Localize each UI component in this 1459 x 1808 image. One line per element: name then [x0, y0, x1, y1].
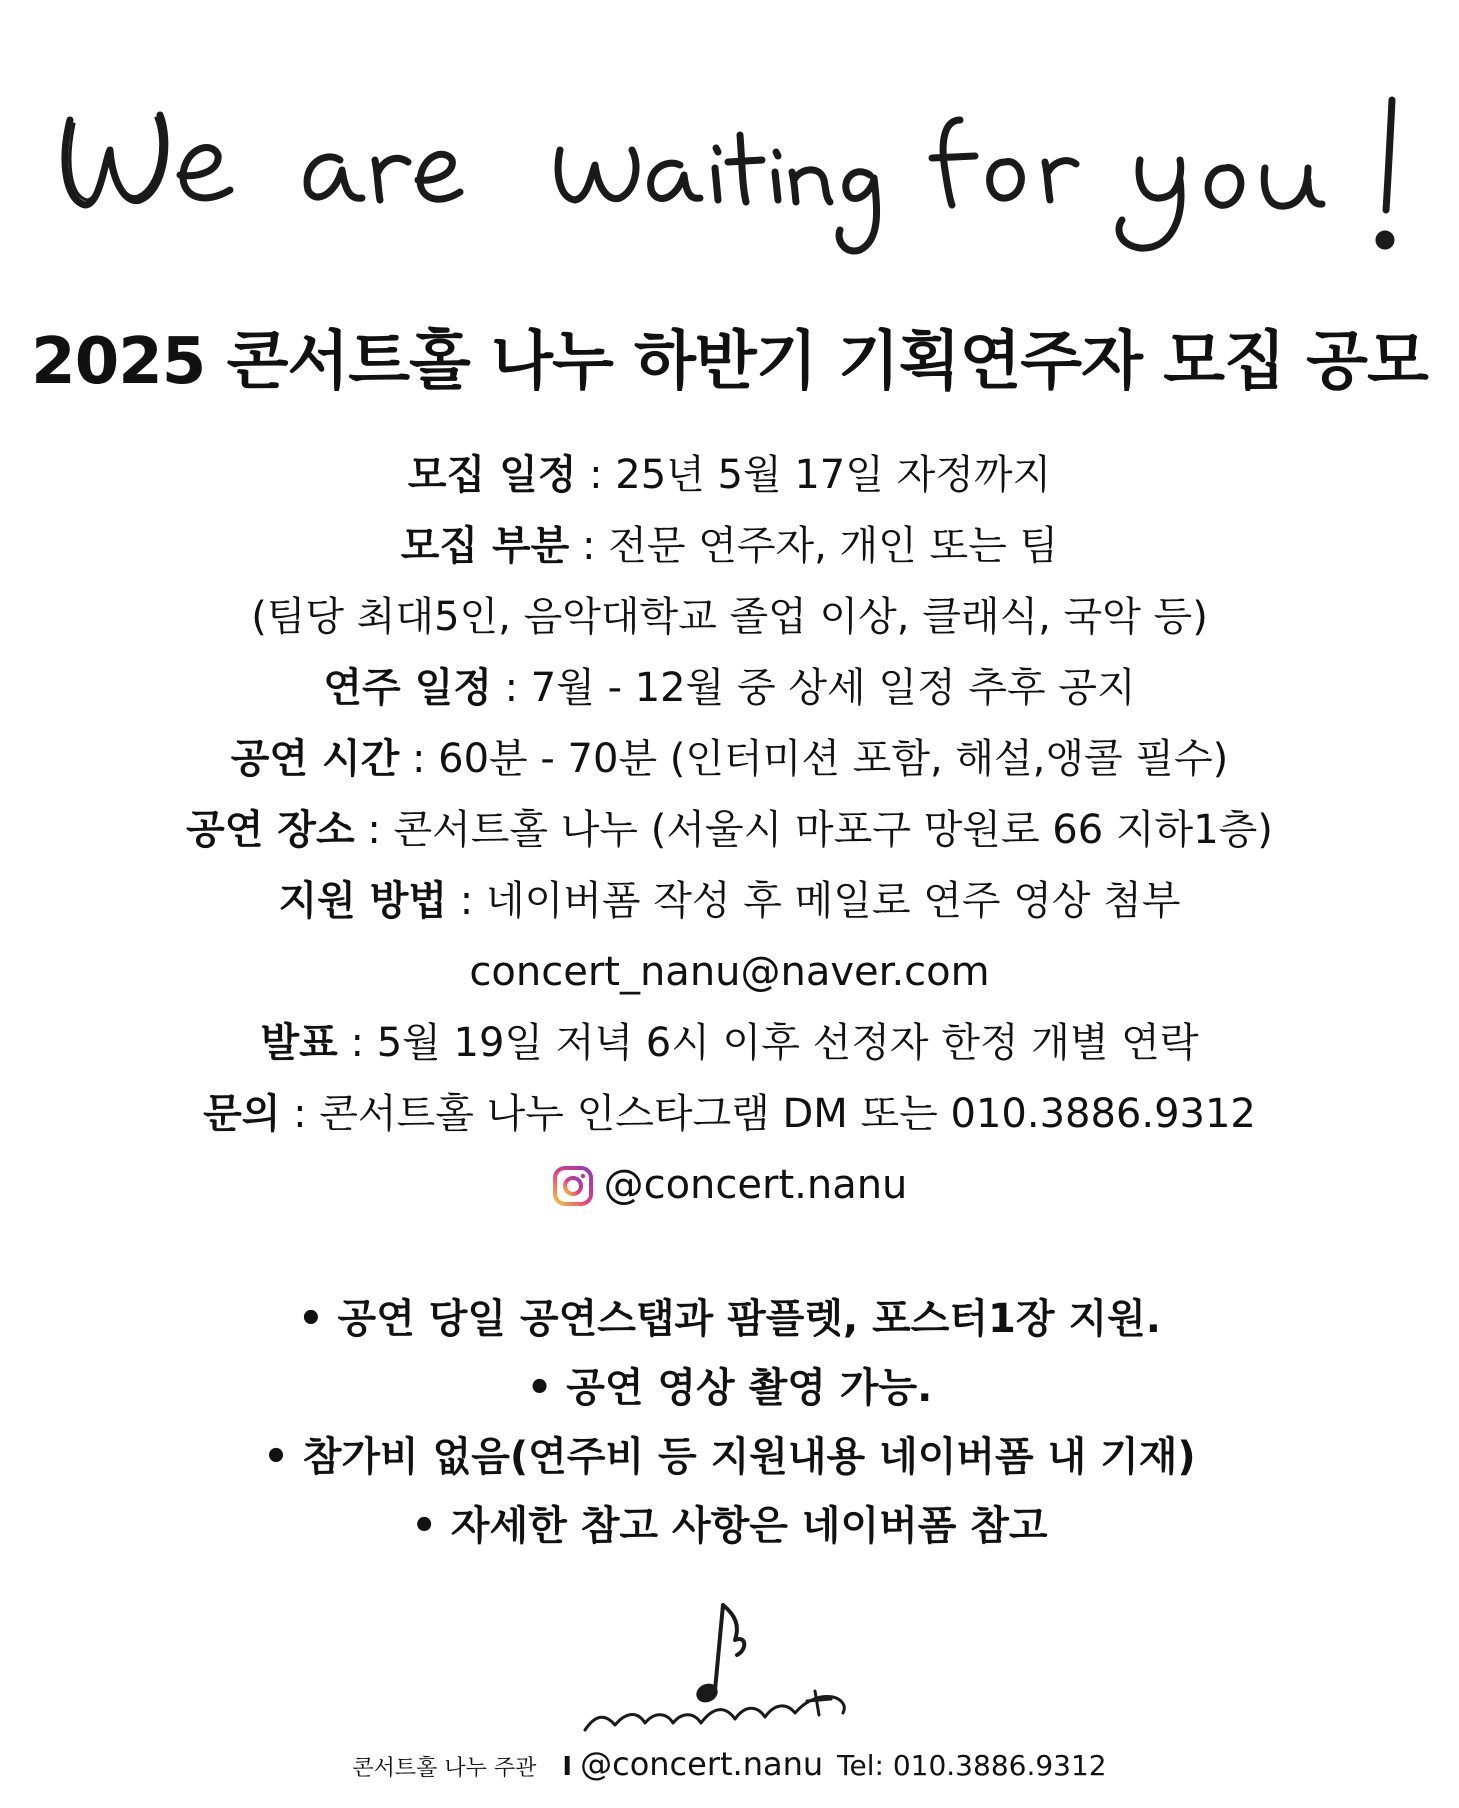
- info-row-venue: [0, 795, 1459, 866]
- info-value: (팀당 최대5인, 음악대학교 졸업 이상, 클래식, 국악 등): [251, 594, 1208, 640]
- info-value: : 7월 - 12월 중 상세 일정 추후 공지: [491, 665, 1136, 711]
- footer-instagram-handle[interactable]: @concert.nanu: [580, 1745, 824, 1783]
- info-row-schedule: [0, 440, 1459, 511]
- footer-phone: Tel: 010.3886.9312: [837, 1749, 1107, 1782]
- music-note-icon: [696, 1605, 744, 1703]
- footer: [0, 1745, 1459, 1783]
- page-title: 2025 콘서트홀 나누 하반기 기획연주자 모집 공모: [31, 325, 1428, 399]
- info-value: : 네이버폼 작성 후 메일로 연주 영상 첨부: [447, 878, 1181, 924]
- instagram-link[interactable]: [552, 1150, 908, 1221]
- info-label: 문의: [203, 1091, 281, 1137]
- info-row-apply: [0, 866, 1459, 937]
- info-label: 모집 일정: [407, 452, 577, 498]
- info-label: 모집 부분: [400, 523, 570, 569]
- note-item: • 공연 당일 공연스탭과 팜플렛, 포스터1장 지원.: [298, 1296, 1161, 1342]
- info-value: : 60분 - 70분 (인터미션 포함, 해설,앵콜 필수): [399, 736, 1229, 782]
- instagram-icon: [552, 1165, 594, 1207]
- info-value: : 5월 19일 저녁 6시 이후 선정자 한정 개별 연락: [337, 1020, 1199, 1066]
- note-item: • 참가비 없음(연주비 등 지원내용 네이버폼 내 기재): [263, 1434, 1196, 1480]
- nanu-logo: [575, 1595, 875, 1735]
- info-row-category-detail: [0, 582, 1459, 653]
- headline-handwritten: [40, 80, 1420, 260]
- info-value: : 25년 5월 17일 자정까지: [576, 452, 1052, 498]
- footer-separator: I: [562, 1752, 573, 1782]
- info-label: 연주 일정: [323, 665, 492, 711]
- info-label: 공연 장소: [186, 807, 355, 853]
- footer-organizer: 콘서트홀 나누 주관: [352, 1756, 537, 1781]
- info-label: 발표: [260, 1020, 338, 1066]
- notes-list: [0, 1285, 1459, 1561]
- note-item: • 자세한 참고 사항은 네이버폼 참고: [411, 1503, 1048, 1549]
- info-row-instagram: [0, 1150, 1459, 1221]
- info-label: 지원 방법: [278, 878, 448, 924]
- info-label: 공연 시간: [230, 736, 400, 782]
- info-list: [0, 440, 1459, 1221]
- instagram-handle: @concert.nanu: [603, 1162, 908, 1208]
- info-row-category: [0, 511, 1459, 582]
- info-row-duration: [0, 724, 1459, 795]
- info-row-email: [0, 937, 1459, 1008]
- info-value: : 콘서트홀 나누 (서울시 마포구 망원로 66 지하1층): [354, 807, 1273, 853]
- info-value: : 전문 연주자, 개인 또는 팀: [569, 523, 1059, 569]
- info-row-announcement: [0, 1008, 1459, 1079]
- info-value: : 콘서트홀 나누 인스타그램 DM 또는 010.3886.9312: [280, 1091, 1256, 1137]
- email-link[interactable]: concert_nanu@naver.com: [469, 949, 990, 995]
- info-row-contact: [0, 1079, 1459, 1150]
- note-item: • 공연 영상 촬영 가능.: [526, 1365, 933, 1411]
- info-row-performance-schedule: [0, 653, 1459, 724]
